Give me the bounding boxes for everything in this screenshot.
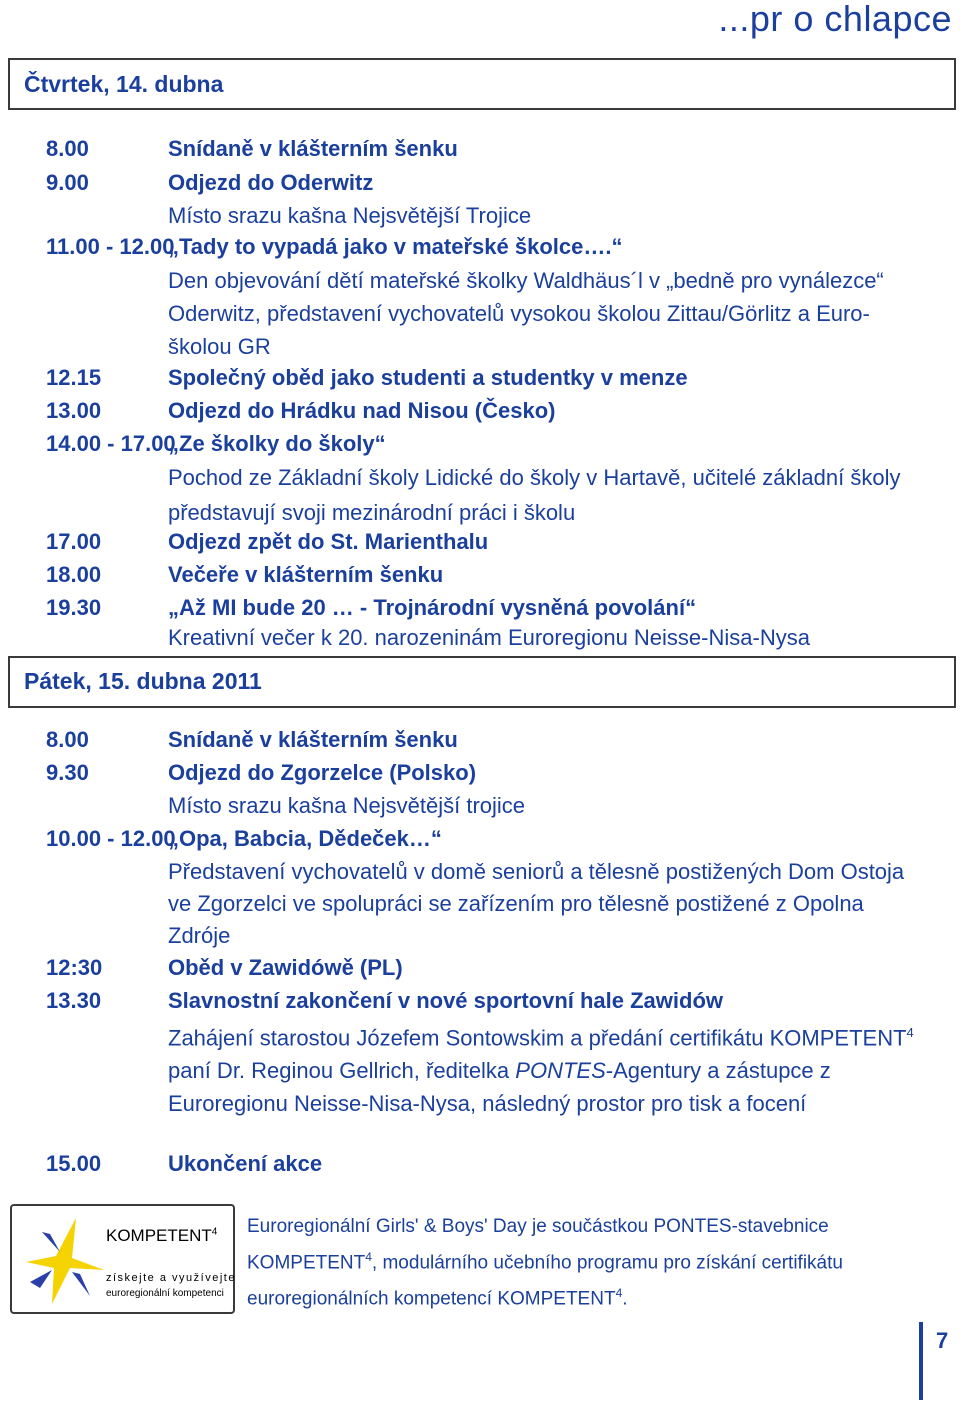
item-title: „Tady to vypadá jako v mateřské školce….“ bbox=[168, 234, 623, 259]
item-time: 8.00 bbox=[46, 727, 89, 752]
item-description: Místo srazu kašna Nejsvětější Trojice bbox=[168, 203, 532, 228]
footer-note bbox=[247, 1211, 947, 1315]
item-title: „Opa, Babcia, Dědeček…“ bbox=[168, 826, 442, 851]
item-time: 10.00 - 12.00 bbox=[46, 826, 176, 851]
item-title: „Ze školky do školy“ bbox=[168, 431, 386, 456]
day-header-friday bbox=[8, 656, 956, 708]
logo-name-text: KOMPETENT bbox=[106, 1226, 212, 1245]
item-time: 9.00 bbox=[46, 170, 89, 195]
section-title: ...pr o chlapce bbox=[718, 0, 952, 39]
item-description bbox=[168, 1016, 918, 1120]
item-title: Slavnostní zakončení v nové sportovní hale Zawidów bbox=[168, 988, 724, 1013]
item-title: Odjezd do Hrádku nad Nisou (Česko) bbox=[168, 398, 556, 423]
star-icon bbox=[20, 1212, 106, 1308]
item-time: 12:30 bbox=[46, 955, 103, 980]
logo-superscript: 4 bbox=[211, 1226, 218, 1238]
item-title: Odjezd zpět do St. Marienthalu bbox=[168, 529, 489, 554]
desc-text: Zahájení starostou Józefem Sontowskim a předání certifikátu KOMPETENT bbox=[168, 1025, 907, 1051]
item-title: Snídaně v klášterním šenku bbox=[168, 136, 458, 161]
item-title: Oběd v Zawidówě (PL) bbox=[168, 955, 403, 980]
item-time: 8.00 bbox=[46, 136, 89, 161]
footer-text: , modulárního učebního programu pro získání certifikátu bbox=[371, 1252, 843, 1274]
item-time: 14.00 - 17.00 bbox=[46, 431, 176, 456]
footer-text: KOMPETENT bbox=[247, 1252, 366, 1274]
desc-text: paní Dr. Reginou Gellrich, ředitelka bbox=[168, 1058, 516, 1084]
item-time: 11.00 - 12.00 bbox=[46, 234, 175, 259]
kompetent-logo bbox=[10, 1204, 235, 1314]
item-title: „Až MI bude 20 … - Trojnárodní vysněná povolání“ bbox=[168, 595, 697, 620]
footer-line bbox=[247, 1278, 947, 1314]
logo-slogan: získejte a využívejte bbox=[106, 1272, 236, 1284]
footer-superscript: 4 bbox=[365, 1250, 372, 1264]
item-description: Den objevování dětí mateřské školky Waldhäus´l v „bedně pro vynálezce“ Oderwitz, představení vychovatelů vysokou školou Zittau/Görlitz a Euro-školou GR bbox=[168, 268, 884, 359]
item-time: 13.30 bbox=[46, 988, 102, 1013]
logo-slogan: euroregionální kompetenci bbox=[106, 1288, 224, 1299]
item-title: Ukončení akce bbox=[168, 1151, 323, 1176]
footer-superscript: 4 bbox=[615, 1286, 623, 1301]
item-time: 13.00 bbox=[46, 398, 102, 423]
desc-superscript: 4 bbox=[906, 1025, 914, 1040]
item-description: Představení vychovatelů v domě seniorů a tělesně postižených Dom Ostoja ve Zgorzelci ve spolupráci se zařízením pro tělesně postižené z Opolna Zdróje bbox=[168, 859, 905, 948]
day-header-thursday bbox=[8, 58, 956, 110]
item-title: Snídaně v klášterním šenku bbox=[168, 727, 458, 752]
footer-line: Euroregionální Girls' & Boys' Day je součástkou PONTES-stavebnice bbox=[247, 1216, 829, 1237]
item-title: Odjezd do Oderwitz bbox=[168, 170, 374, 195]
day-label: Čtvrtek, 14. dubna bbox=[24, 71, 224, 97]
item-time: 12.15 bbox=[46, 365, 102, 390]
item-time: 18.00 bbox=[46, 562, 102, 587]
item-title: Společný oběd jako studenti a studentky v menze bbox=[168, 365, 688, 390]
footer-text: euroregionálních kompetencí KOMPETENT bbox=[247, 1288, 616, 1310]
day-label: Pátek, 15. dubna 2011 bbox=[24, 668, 262, 694]
item-description: Kreativní večer k 20. narozeninám Euroregionu Neisse-Nisa-Nysa bbox=[168, 625, 810, 650]
page-number: 7 bbox=[936, 1328, 949, 1353]
desc-text: -Agentury a zástupce z Euroregionu Neisse-Nisa-Nysa, následný prostor pro tisk a focení bbox=[168, 1058, 831, 1117]
desc-italic: PONTES bbox=[515, 1058, 606, 1084]
item-time: 15.00 bbox=[46, 1151, 102, 1176]
item-time: 17.00 bbox=[46, 529, 102, 554]
item-time: 9.30 bbox=[46, 760, 89, 785]
item-description: Místo srazu kašna Nejsvětější trojice bbox=[168, 793, 526, 818]
page-number-bar bbox=[919, 1322, 923, 1400]
item-time: 19.30 bbox=[46, 595, 102, 620]
item-title: Odjezd do Zgorzelce (Polsko) bbox=[168, 760, 477, 785]
footer-text: . bbox=[622, 1288, 628, 1310]
item-title: Večeře v klášterním šenku bbox=[168, 562, 444, 587]
logo-name bbox=[106, 1226, 217, 1246]
footer-line bbox=[247, 1242, 947, 1278]
item-description: Pochod ze Základní školy Lidické do školy v Hartavě, učitelé základní školy představují svoji mezinárodní práci i školu bbox=[168, 465, 901, 525]
